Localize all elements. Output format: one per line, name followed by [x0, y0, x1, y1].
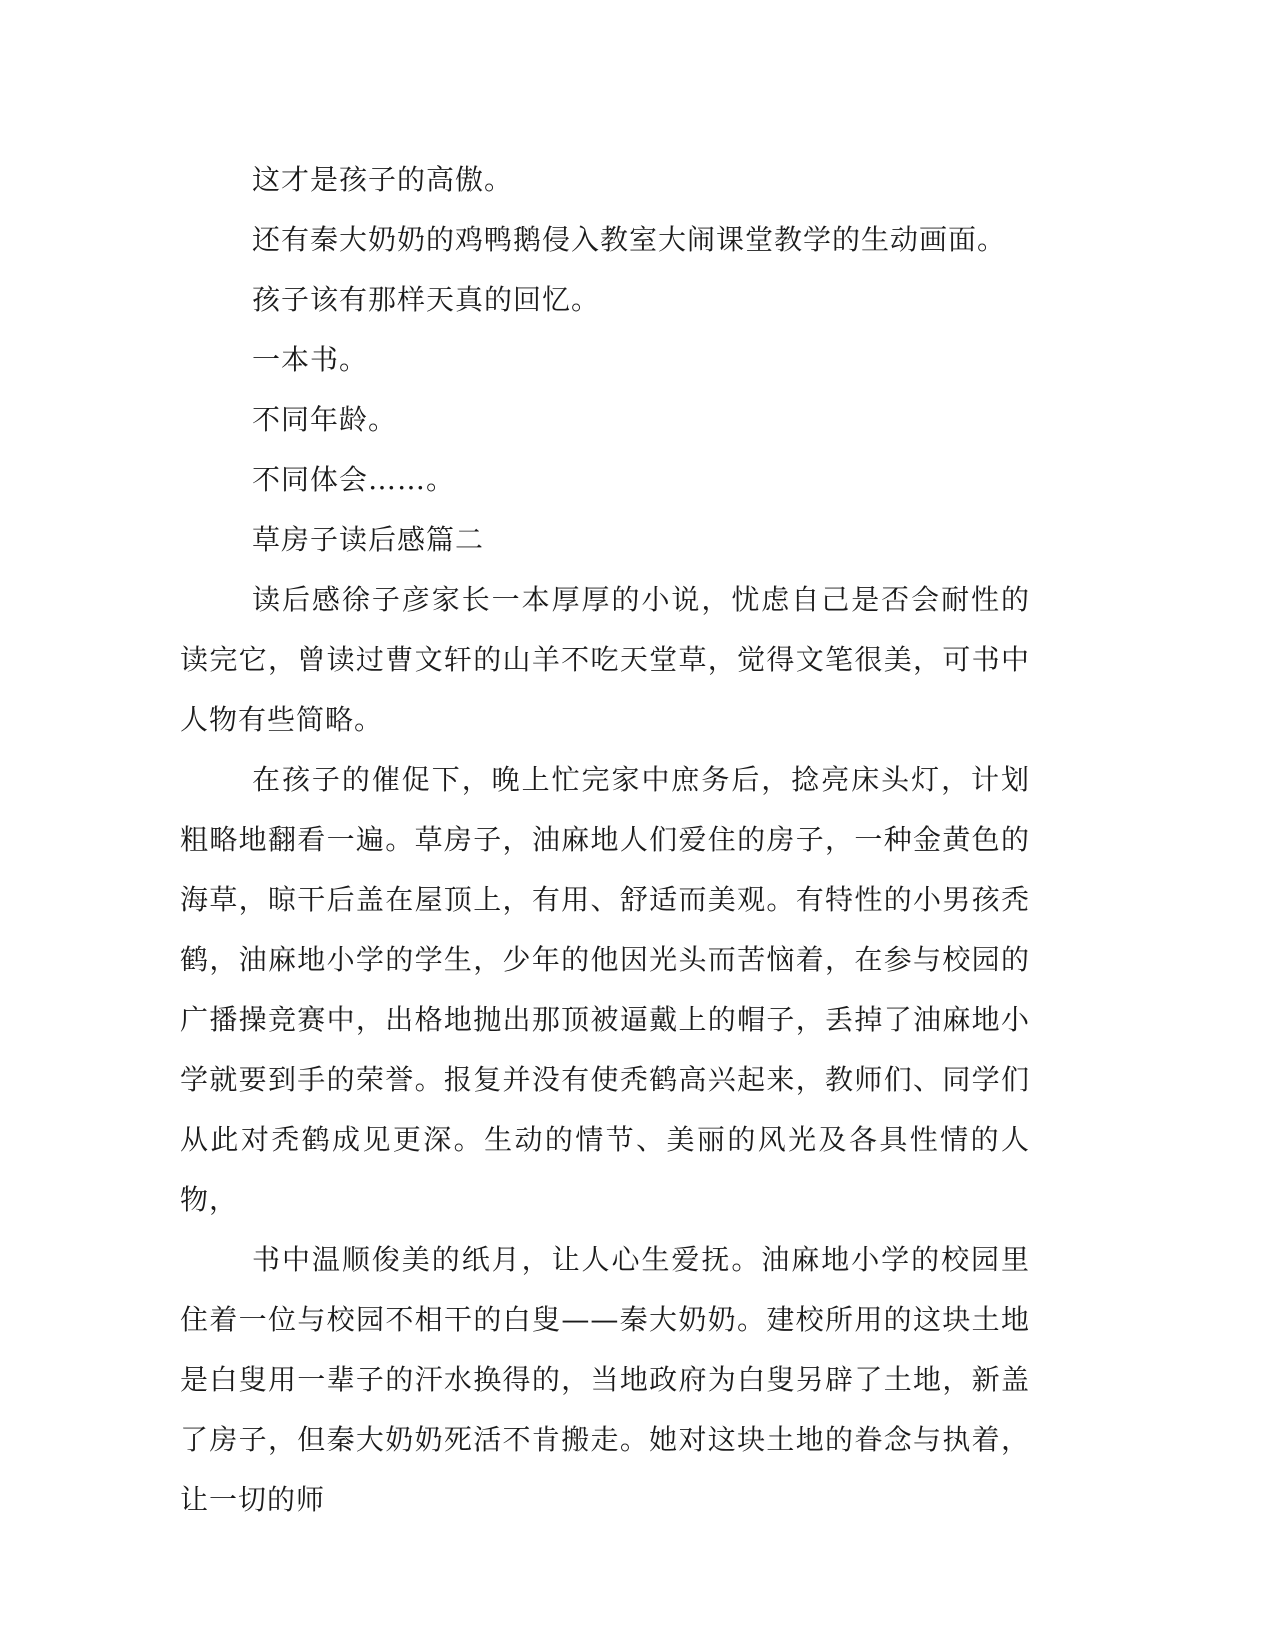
text-line: 不同年龄。 — [252, 403, 398, 436]
paragraph: 在孩子的催促下，晚上忙完家中庶务后，捻亮床头灯，计划粗略地翻看一遍。草房子，油麻地人们爱住的房子，一种金黄色的海草，晾干后盖在屋顶上，有用、舒适而美观。有特性的小男孩秃鹤，油麻地小学的学生，少年的他因光头而苦恼着，在参与校园的广播操竞赛中，出格地抛出那顶被逼戴上的帽子，丢掉了油麻地小学就要到手的荣誉。报复并没有使秃鹤高兴起来，教师们、同学们从此对秃鹤成见更深。生动的情节、美丽的风光及各具性情的人物， — [180, 763, 1030, 1216]
section-heading: 草房子读后感篇二 — [252, 523, 485, 556]
text-line: 一本书。 — [252, 343, 369, 376]
paragraph: 读后感徐子彦家长一本厚厚的小说，忧虑自己是否会耐性的读完它，曾读过曹文轩的山羊不吃天堂草，觉得文笔很美，可书中人物有些简略。 — [180, 583, 1030, 736]
document-body — [180, 150, 1030, 1530]
text-line: 还有秦大奶奶的鸡鸭鹅侵入教室大闹课堂教学的生动画面。 — [252, 223, 1007, 256]
text-line: 这才是孩子的高傲。 — [252, 163, 514, 196]
paragraph: 书中温顺俊美的纸月，让人心生爱抚。油麻地小学的校园里住着一位与校园不相干的白叟——秦大奶奶。建校所用的这块土地是白叟用一辈子的汗水换得的，当地政府为白叟另辟了土地，新盖了房子，但秦大奶奶死活不肯搬走。她对这块土地的眷念与执着，让一切的师 — [180, 1243, 1030, 1516]
text-line: 不同体会……。 — [252, 463, 456, 496]
text-line: 孩子该有那样天真的回忆。 — [252, 283, 601, 316]
